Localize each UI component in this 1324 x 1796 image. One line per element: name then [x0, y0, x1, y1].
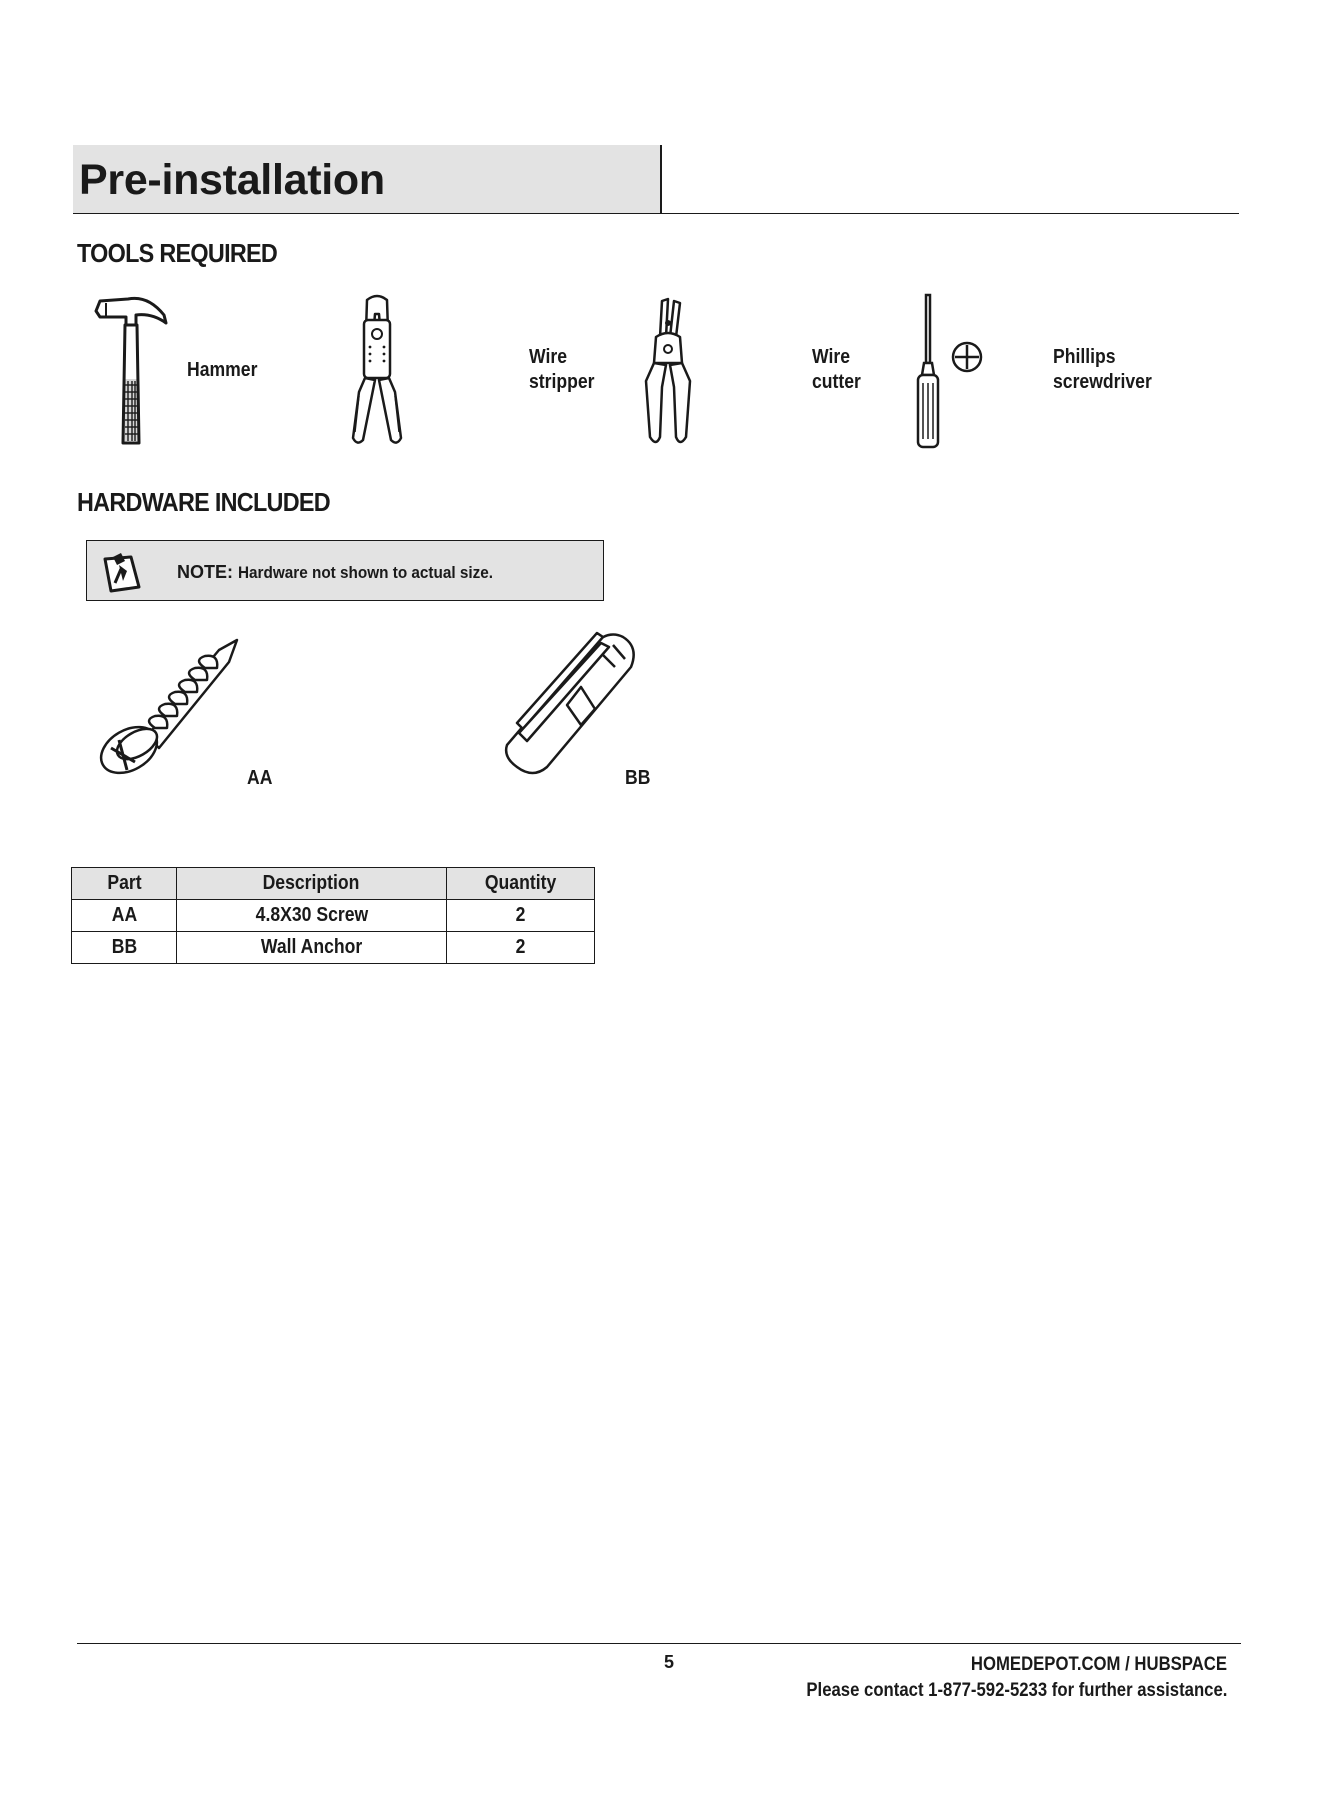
hammer-icon — [92, 293, 172, 448]
parts-table — [71, 867, 595, 964]
page-title: Pre-installation — [79, 156, 385, 204]
tool-label-wire-cutter: Wire cutter — [812, 346, 861, 393]
title-divider — [660, 145, 662, 214]
table-cell-part: BB — [72, 932, 177, 964]
note-body: Hardware not shown to actual size. — [237, 563, 493, 582]
table-cell-description: Wall Anchor — [177, 932, 447, 964]
column-header-part: Part — [72, 868, 177, 900]
table-cell-part: AA — [72, 900, 177, 932]
note-icon — [99, 551, 145, 593]
table-cell-description: 4.8X30 Screw — [177, 900, 447, 932]
table-row — [72, 900, 595, 932]
tool-label-wire-stripper: Wire stripper — [529, 346, 595, 393]
wire-cutter-icon — [640, 297, 698, 447]
page-number: 5 — [664, 1652, 675, 1672]
footer-rule — [77, 1643, 1241, 1644]
table-header-row — [72, 868, 595, 900]
screw-icon — [97, 636, 242, 776]
table-cell-quantity: 2 — [447, 900, 595, 932]
note-box — [86, 540, 604, 601]
hardware-included-heading: HARDWARE INCLUDED — [77, 487, 330, 517]
column-header-description: Description — [177, 868, 447, 900]
column-header-quantity: Quantity — [447, 868, 595, 900]
tool-label-phillips-screwdriver: Phillips screwdriver — [1053, 346, 1152, 393]
hardware-label-aa: AA — [247, 767, 273, 789]
hardware-label-bb: BB — [625, 767, 651, 789]
wire-stripper-icon — [349, 292, 405, 450]
footer-website: HOMEDEPOT.COM / HUBSPACE — [970, 1654, 1227, 1675]
title-rule — [73, 213, 1239, 214]
phillips-screwdriver-icon — [910, 293, 986, 451]
note-label: NOTE: — [177, 562, 233, 582]
note-text — [177, 562, 521, 583]
tool-label-hammer: Hammer — [187, 359, 258, 381]
table-row — [72, 932, 595, 964]
table-cell-quantity: 2 — [447, 932, 595, 964]
tools-required-heading: TOOLS REQUIRED — [77, 238, 278, 268]
wall-anchor-icon — [503, 627, 643, 777]
footer-contact: Please contact 1-877-592-5233 for further assistance. — [806, 1680, 1227, 1701]
